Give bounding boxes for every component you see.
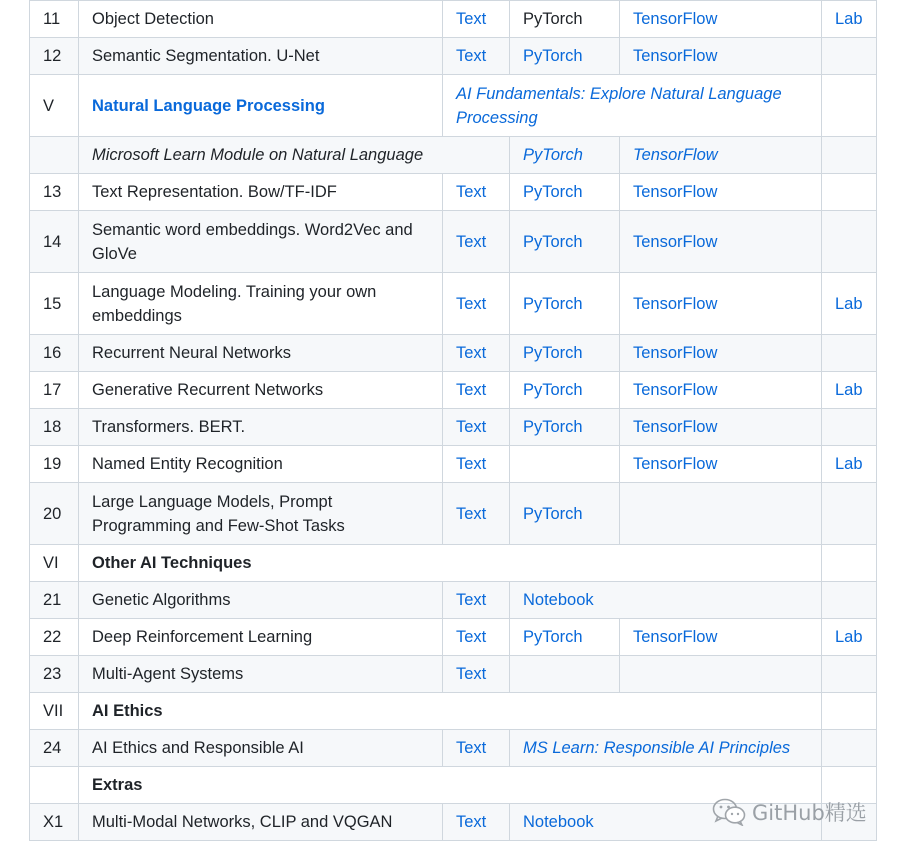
section-row	[30, 75, 877, 137]
lesson-title: Text Representation. Bow/TF-IDF	[79, 174, 443, 211]
lab-link[interactable]: Lab	[835, 628, 863, 646]
empty-cell	[822, 545, 877, 582]
lab-cell	[822, 656, 877, 693]
watermark-label: GitHub精选	[752, 801, 867, 825]
table-row	[30, 656, 877, 693]
lab-link[interactable]: Lab	[835, 381, 863, 399]
lab-cell	[822, 174, 877, 211]
lesson-title: Language Modeling. Training your own embeddings	[79, 273, 443, 335]
curriculum-table	[29, 0, 877, 841]
text-link[interactable]: Text	[456, 294, 487, 313]
table-row	[30, 38, 877, 75]
lab-link[interactable]: Lab	[835, 10, 863, 28]
pytorch-link[interactable]: PyTorch	[523, 183, 583, 201]
pytorch-label: PyTorch	[523, 10, 583, 28]
empty-cell	[822, 693, 877, 730]
text-link[interactable]: Text	[456, 813, 487, 831]
text-link[interactable]: Text	[456, 232, 487, 251]
tensorflow-link[interactable]: TensorFlow	[633, 232, 718, 251]
tensorflow-link[interactable]: TensorFlow	[633, 146, 718, 164]
section-title: AI Ethics	[79, 693, 822, 730]
lab-cell	[822, 38, 877, 75]
lesson-number: 17	[30, 372, 79, 409]
module-link[interactable]: MS Learn: Responsible AI Principles	[523, 739, 791, 757]
lesson-title: Semantic Segmentation. U-Net	[79, 38, 443, 75]
lesson-number: 20	[30, 483, 79, 545]
lesson-number: 14	[30, 211, 79, 273]
tensorflow-link[interactable]: TensorFlow	[633, 10, 718, 28]
lesson-title: Multi-Agent Systems	[79, 656, 443, 693]
tensorflow-cell	[620, 483, 822, 545]
text-link[interactable]: Text	[456, 591, 487, 609]
lesson-number: 15	[30, 273, 79, 335]
pytorch-link[interactable]: PyTorch	[523, 504, 583, 523]
lesson-number: 23	[30, 656, 79, 693]
section-title-link[interactable]: Natural Language Processing	[92, 96, 325, 115]
pytorch-link[interactable]: PyTorch	[523, 146, 583, 164]
table-row	[30, 137, 877, 174]
lab-link[interactable]: Lab	[835, 455, 863, 473]
pytorch-link[interactable]: PyTorch	[523, 628, 583, 646]
text-link[interactable]: Text	[456, 381, 487, 399]
pytorch-link[interactable]: PyTorch	[523, 232, 583, 251]
lesson-number: 12	[30, 38, 79, 75]
text-link[interactable]: Text	[456, 628, 487, 646]
lesson-title: Deep Reinforcement Learning	[79, 619, 443, 656]
lesson-title: AI Ethics and Responsible AI	[79, 730, 443, 767]
lesson-number: 16	[30, 335, 79, 372]
section-number	[30, 767, 79, 804]
lesson-title: Named Entity Recognition	[79, 446, 443, 483]
tensorflow-link[interactable]: TensorFlow	[633, 628, 718, 646]
empty-cell	[822, 75, 877, 137]
tensorflow-link[interactable]: TensorFlow	[633, 381, 718, 399]
lesson-number: X1	[30, 804, 79, 841]
lab-cell	[822, 483, 877, 545]
tensorflow-link[interactable]: TensorFlow	[633, 418, 718, 436]
pytorch-cell	[510, 656, 620, 693]
table-row	[30, 372, 877, 409]
tensorflow-link[interactable]: TensorFlow	[633, 47, 718, 65]
table-row	[30, 582, 877, 619]
pytorch-link[interactable]: PyTorch	[523, 381, 583, 399]
section-number: VI	[30, 545, 79, 582]
pytorch-link[interactable]: PyTorch	[523, 47, 583, 65]
empty-cell	[30, 137, 79, 174]
text-link[interactable]: Text	[456, 47, 487, 65]
lesson-title: Multi-Modal Networks, CLIP and VQGAN	[79, 804, 443, 841]
text-link[interactable]: Text	[456, 739, 487, 757]
lesson-number: 19	[30, 446, 79, 483]
section-number: VII	[30, 693, 79, 730]
lesson-number: 13	[30, 174, 79, 211]
lab-cell	[822, 409, 877, 446]
table-row	[30, 619, 877, 656]
notebook-link[interactable]: Notebook	[523, 591, 594, 609]
table-row	[30, 211, 877, 273]
lesson-number: 11	[30, 1, 79, 38]
pytorch-link[interactable]: PyTorch	[523, 344, 583, 362]
lab-cell	[822, 211, 877, 273]
section-number: V	[30, 75, 79, 137]
lesson-title: Generative Recurrent Networks	[79, 372, 443, 409]
table-row	[30, 335, 877, 372]
text-link[interactable]: Text	[456, 504, 487, 523]
tensorflow-link[interactable]: TensorFlow	[633, 183, 718, 201]
text-link[interactable]: Text	[456, 344, 487, 362]
lesson-number: 22	[30, 619, 79, 656]
section-row	[30, 545, 877, 582]
watermark	[712, 797, 867, 827]
table-row	[30, 730, 877, 767]
pytorch-link[interactable]: PyTorch	[523, 418, 583, 436]
lesson-title: Recurrent Neural Networks	[79, 335, 443, 372]
pytorch-link[interactable]: PyTorch	[523, 294, 583, 313]
tensorflow-link[interactable]: TensorFlow	[633, 294, 718, 313]
tensorflow-link[interactable]: TensorFlow	[633, 344, 718, 362]
lab-cell	[822, 335, 877, 372]
lab-cell	[822, 730, 877, 767]
table-row	[30, 273, 877, 335]
lesson-title: Genetic Algorithms	[79, 582, 443, 619]
table-row	[30, 446, 877, 483]
module-link[interactable]: AI Fundamentals: Explore Natural Language Processing	[456, 84, 782, 127]
text-link[interactable]: Text	[456, 418, 487, 436]
empty-cell	[822, 137, 877, 174]
text-link[interactable]: Text	[456, 665, 487, 683]
notebook-link[interactable]: Notebook	[523, 813, 594, 831]
lesson-number: 21	[30, 582, 79, 619]
lesson-title: Transformers. BERT.	[79, 409, 443, 446]
lesson-number: 24	[30, 730, 79, 767]
lab-link[interactable]: Lab	[835, 294, 863, 313]
table-row	[30, 483, 877, 545]
table-row	[30, 409, 877, 446]
tensorflow-cell	[620, 656, 822, 693]
wechat-icon	[712, 798, 746, 826]
text-link[interactable]: Text	[456, 10, 487, 28]
tensorflow-link[interactable]: TensorFlow	[633, 455, 718, 473]
section-title: Other AI Techniques	[79, 545, 822, 582]
section-title: Extras	[79, 767, 822, 804]
lab-cell	[822, 582, 877, 619]
table-row	[30, 1, 877, 38]
lesson-title: Object Detection	[79, 1, 443, 38]
learn-module-title: Microsoft Learn Module on Natural Language	[79, 137, 510, 174]
lesson-title: Semantic word embeddings. Word2Vec and GloVe	[79, 211, 443, 273]
lesson-title: Large Language Models, Prompt Programming and Few-Shot Tasks	[79, 483, 443, 545]
section-row	[30, 693, 877, 730]
lesson-number: 18	[30, 409, 79, 446]
table-row	[30, 174, 877, 211]
text-link[interactable]: Text	[456, 455, 487, 473]
text-link[interactable]: Text	[456, 183, 487, 201]
pytorch-cell	[510, 446, 620, 483]
